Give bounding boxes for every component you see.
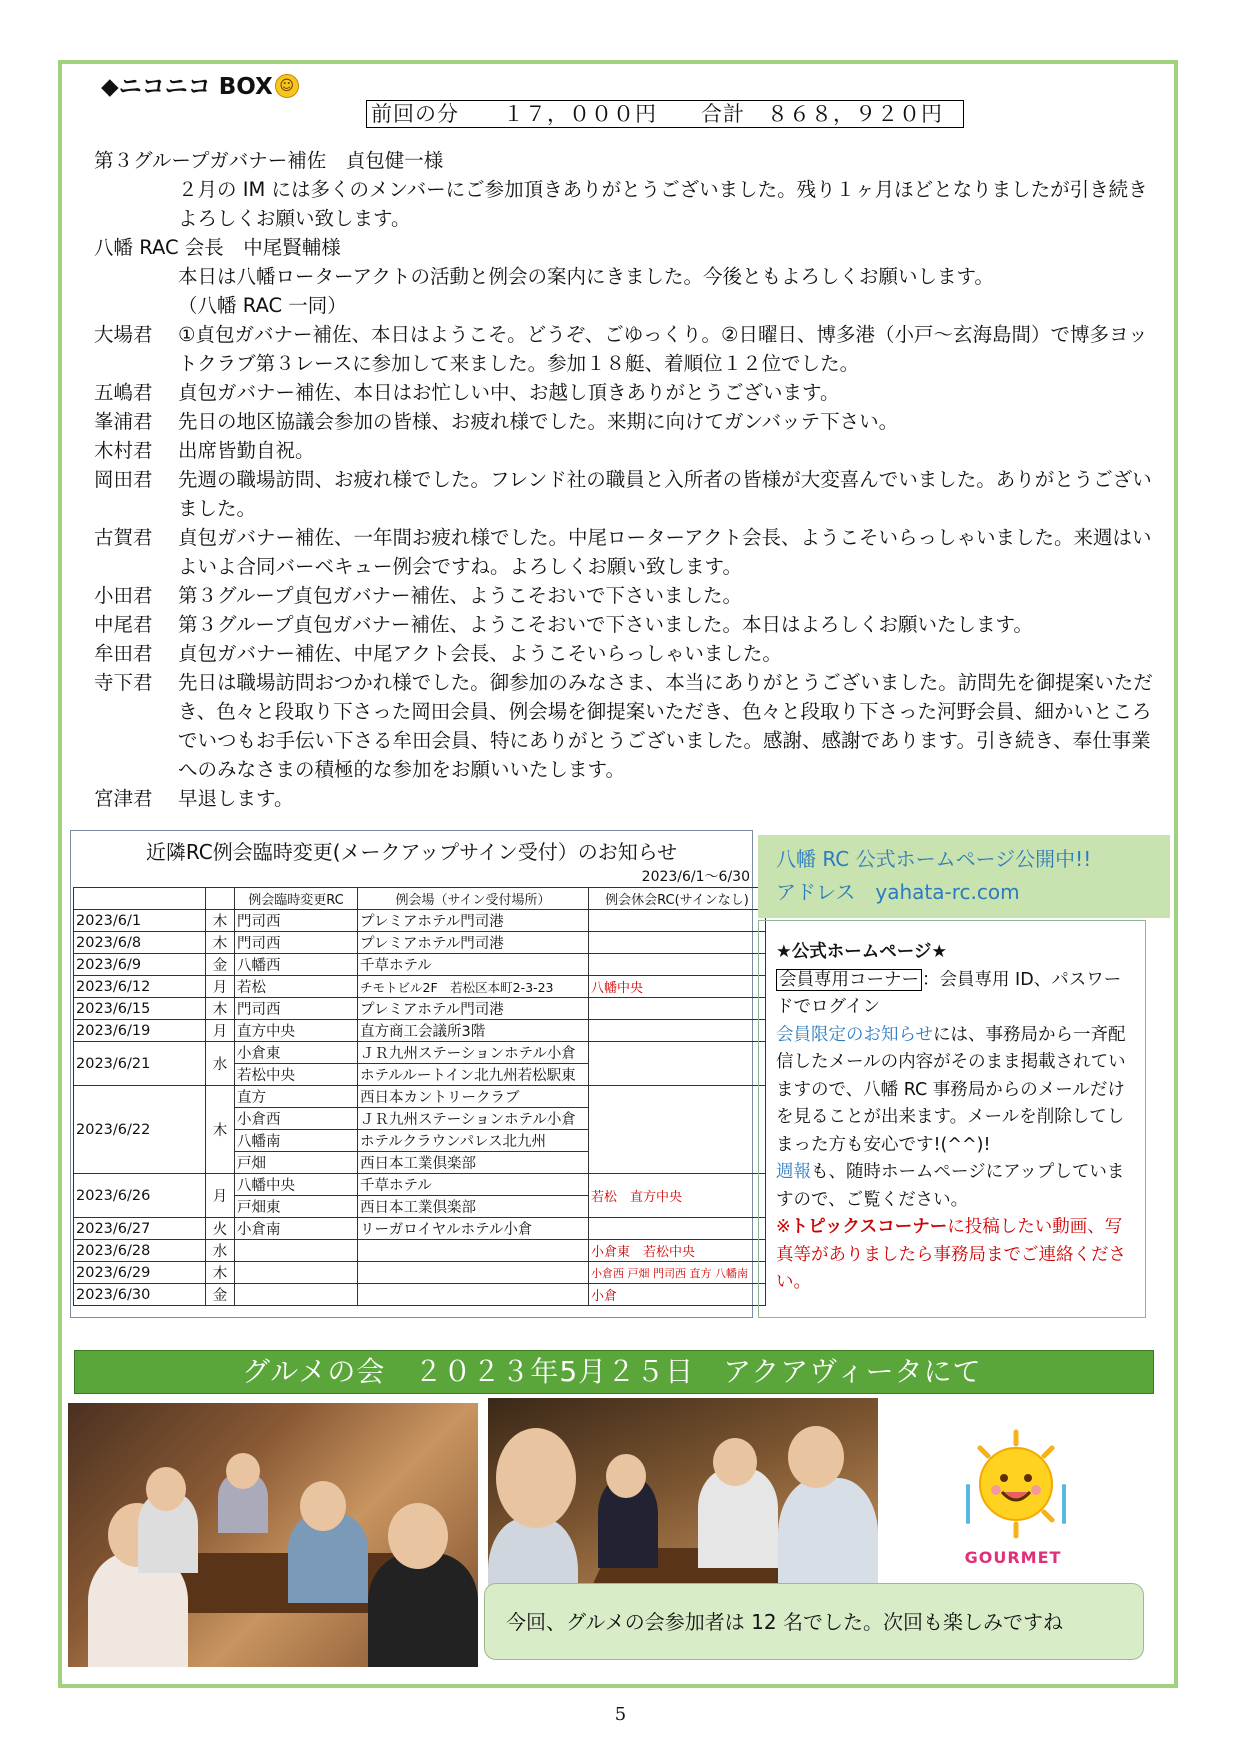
homepage-title: 八幡 RC 公式ホームページ公開中!!: [776, 847, 1092, 871]
weekly-text: も、随時ホームページにアップしていますので、ご覧ください。: [776, 1162, 1125, 1210]
table-row: [74, 1174, 766, 1196]
gourmet-logo-text: GOURMET: [964, 1548, 1062, 1567]
members-corner-text: ：会員専用 ID、パスワードでログイン: [776, 969, 1122, 1017]
cell-dow: 金: [206, 1284, 235, 1306]
cell-rc: 門司西: [235, 932, 358, 954]
table-row: [74, 1284, 766, 1306]
message-text: 第３グループ貞包ガバナー補佐、ようこそおいで下さいました。本日はよろしくお願いたします。: [178, 613, 1033, 636]
cell-closed: [589, 910, 766, 932]
guest-text: ２月の IM には多くのメンバーにご参加頂きありがとうございました。残り１ヶ月ほどとなりましたが引き続きよろしくお願い致します。: [178, 178, 1148, 230]
gourmet-caption: 今回、グルメの会参加者は 12 名でした。次回も楽しみですね: [484, 1583, 1144, 1660]
niko-message: [94, 465, 1164, 523]
member-name: 宮津君: [94, 787, 153, 810]
cell-closed: 八幡中央: [589, 976, 766, 998]
cell-closed: [589, 932, 766, 954]
makeup-title: 近隣RC例会臨時変更(メークアップサイン受付）のお知らせ: [145, 840, 678, 864]
cell-rc: 小倉東: [235, 1042, 358, 1064]
cell-date: 2023/6/1: [74, 910, 206, 932]
cell-venue: ＪＲ九州ステーションホテル小倉: [358, 1108, 589, 1130]
cell-rc: [235, 1240, 358, 1262]
table-row: [74, 1218, 766, 1240]
cell-dow: 月: [206, 976, 235, 998]
header-closed: 例会休会RC(サインなし): [589, 888, 766, 910]
guest-message: [94, 262, 1164, 291]
info-weekly: [776, 1159, 1129, 1214]
niko-entries: [94, 146, 1164, 813]
niko-message: [94, 668, 1164, 784]
info-topics: [776, 1214, 1129, 1297]
cell-dow: 水: [206, 1240, 235, 1262]
cell-date: 2023/6/12: [74, 976, 206, 998]
message-text: 先日の地区協議会参加の皆様、お疲れ様でした。来期に向けてガンバッテ下さい。: [178, 410, 899, 433]
niko-message: [94, 320, 1164, 378]
cell-dow: 木: [206, 1262, 235, 1284]
cell-dow: 木: [206, 932, 235, 954]
cell-date: 2023/6/9: [74, 954, 206, 976]
niko-message: [94, 581, 1164, 610]
cell-venue: [358, 1240, 589, 1262]
cell-dow: 火: [206, 1218, 235, 1240]
table-row: [74, 998, 766, 1020]
niko-message: [94, 523, 1164, 581]
info-heading: ★公式ホームページ★: [776, 942, 948, 962]
table-row: [74, 1086, 766, 1108]
cell-venue: [358, 1262, 589, 1284]
message-text: 先日は職場訪問おつかれ様でした。御参加のみなさま、本当にありがとうございました。訪問先を御提案いただき、色々と段取り下さった岡田会員、例会場を御提案いただき、色々と段取り下さった河野会員、細かいところでいつもお手伝い下さる牟田会員、特にありがとうございました。感謝、感謝であります。引き続き、奉仕事業へのみなさまの積極的な参加をお願いいたします。: [178, 671, 1153, 781]
message-text: ①貞包ガバナー補佐、本日はようこそ。どうぞ、ごゆっくり。②日曜日、博多港（小戸～玄海島間）で博多ヨットクラブ第３レースに参加して来ました。参加１８艇、着順位１２位でした。: [178, 323, 1148, 375]
gourmet-banner: グルメの会 ２０２３年5月２５日 アクアヴィータにて: [74, 1350, 1154, 1394]
cell-rc: 門司西: [235, 998, 358, 1020]
member-name: 古賀君: [94, 526, 153, 549]
cell-date: 2023/6/30: [74, 1284, 206, 1306]
guest-heading: [94, 233, 1164, 262]
cell-venue: リーガロイヤルホテル小倉: [358, 1218, 589, 1240]
header-venue: 例会場（サイン受付場所）: [358, 888, 589, 910]
cell-rc: 八幡中央: [235, 1174, 358, 1196]
cell-closed: [589, 1086, 766, 1174]
member-name: 小田君: [94, 584, 153, 607]
guest-name: 第３グループガバナー補佐 貞包健一様: [94, 149, 444, 172]
cell-rc: [235, 1262, 358, 1284]
cell-venue: プレミアホテル門司港: [358, 910, 589, 932]
table-row: [74, 910, 766, 932]
cell-rc: 戸畑東: [235, 1196, 358, 1218]
message-text: 貞包ガバナー補佐、一年間お疲れ様でした。中尾ローターアクト会長、ようこそいらっしゃいました。来週はいよいよ合同バーベキュー例会ですね。よろしくお願い致します。: [178, 526, 1152, 578]
cell-rc: 八幡南: [235, 1130, 358, 1152]
niko-message: [94, 436, 1164, 465]
info-members: [776, 967, 1129, 1022]
cell-rc: 小倉南: [235, 1218, 358, 1240]
message-text: 早退します。: [178, 787, 294, 810]
topics-label: トピックスコーナー: [790, 1217, 948, 1237]
member-name: 峯浦君: [94, 410, 153, 433]
cell-rc: 若松中央: [235, 1064, 358, 1086]
cell-venue: チモトビル2F 若松区本町2-3-23: [358, 976, 589, 998]
cell-dow: 月: [206, 1174, 235, 1218]
cell-venue: プレミアホテル門司港: [358, 932, 589, 954]
cell-date: 2023/6/19: [74, 1020, 206, 1042]
notice-text: には、事務局から一斉配信したメールの内容がそのまま掲載されていますので、八幡 RC 事務局からのメールだけを見ることが出来ます。メールを削除してしまった方も安心です!(^^)!: [776, 1024, 1126, 1155]
table-row: [74, 1042, 766, 1064]
cell-dow: 木: [206, 910, 235, 932]
guest-message: [94, 175, 1164, 233]
cell-venue: ホテルクラウンパレス北九州: [358, 1130, 589, 1152]
cell-date: 2023/6/15: [74, 998, 206, 1020]
cell-rc: 戸畑: [235, 1152, 358, 1174]
cell-rc: 若松: [235, 976, 358, 998]
guest-text: （八幡 RAC 一同）: [178, 294, 347, 317]
cell-dow: 水: [206, 1042, 235, 1086]
cell-dow: 木: [206, 1086, 235, 1174]
smile-icon: ☺: [275, 74, 299, 98]
cell-venue: 西日本工業倶楽部: [358, 1152, 589, 1174]
table-row: [74, 932, 766, 954]
guest-name: 八幡 RAC 会長 中尾賢輔様: [94, 236, 341, 259]
cell-closed: [589, 1042, 766, 1086]
cell-date: 2023/6/26: [74, 1174, 206, 1218]
cell-dow: 木: [206, 998, 235, 1020]
cell-rc: 直方: [235, 1086, 358, 1108]
cell-venue: 西日本カントリークラブ: [358, 1086, 589, 1108]
guest-text: 本日は八幡ローターアクトの活動と例会の案内にきました。今後ともよろしくお願いします。: [178, 265, 994, 288]
topics-prefix: ※: [776, 1217, 791, 1237]
cell-rc: 八幡西: [235, 954, 358, 976]
cell-closed: [589, 1218, 766, 1240]
page-number: 5: [614, 1704, 627, 1725]
cell-date: 2023/6/21: [74, 1042, 206, 1086]
homepage-info-box: [758, 920, 1146, 1318]
info-notice: [776, 1022, 1129, 1160]
cell-date: 2023/6/22: [74, 1086, 206, 1174]
table-row: [74, 976, 766, 998]
cell-dow: 金: [206, 954, 235, 976]
message-text: 貞包ガバナー補佐、中尾アクト会長、ようこそいらっしゃいました。: [178, 642, 782, 665]
member-name: 岡田君: [94, 468, 153, 491]
niko-box-title: ◆ニコニコ BOX ☺: [101, 68, 299, 101]
topics-text: に投稿したい動画、写真等がありましたら事務局までご連絡ください。: [776, 1217, 1126, 1292]
cell-venue: プレミアホテル門司港: [358, 998, 589, 1020]
cell-venue: ＪＲ九州ステーションホテル小倉: [358, 1042, 589, 1064]
niko-message: [94, 378, 1164, 407]
cell-date: 2023/6/8: [74, 932, 206, 954]
niko-message: [94, 407, 1164, 436]
message-text: 貞包ガバナー補佐、本日はお忙しい中、お越し頂きありがとうございます。: [178, 381, 840, 404]
cell-date: 2023/6/28: [74, 1240, 206, 1262]
member-name: 木村君: [94, 439, 153, 462]
makeup-table: [73, 887, 766, 1306]
cell-date: 2023/6/29: [74, 1262, 206, 1284]
message-text: 先週の職場訪問、お疲れ様でした。フレンド社の職員と入所者の皆様が大変喜んでいました。ありがとうございました。: [178, 468, 1152, 520]
cell-rc: 直方中央: [235, 1020, 358, 1042]
message-text: 第３グループ貞包ガバナー補佐、ようこそおいで下さいました。: [178, 584, 742, 607]
cell-closed: 若松 直方中央: [589, 1174, 766, 1218]
message-text: 出席皆勤自祝。: [178, 439, 315, 462]
header-dow: [206, 888, 235, 910]
cell-venue: ホテルルートイン北九州若松駅東: [358, 1064, 589, 1086]
cell-closed: [589, 1020, 766, 1042]
table-row: [74, 954, 766, 976]
gourmet-sun-icon: [960, 1428, 1072, 1540]
cell-rc: 門司西: [235, 910, 358, 932]
cell-venue: 千草ホテル: [358, 954, 589, 976]
weekly-label: 週報: [776, 1162, 811, 1182]
niko-message: [94, 610, 1164, 639]
cell-venue: 直方商工会議所3階: [358, 1020, 589, 1042]
gourmet-photo-group: [68, 1403, 478, 1667]
guest-heading: [94, 146, 1164, 175]
cell-date: 2023/6/27: [74, 1218, 206, 1240]
table-row: [74, 1240, 766, 1262]
member-name: 中尾君: [94, 613, 153, 636]
guest-message: [94, 291, 1164, 320]
cell-closed: 小倉西 戸畑 門司西 直方 八幡南: [589, 1262, 766, 1284]
homepage-banner: [758, 835, 1170, 918]
member-name: 五嶋君: [94, 381, 153, 404]
cell-closed: [589, 998, 766, 1020]
cell-venue: 千草ホテル: [358, 1174, 589, 1196]
member-name: 大場君: [94, 323, 153, 346]
header-date: [74, 888, 206, 910]
cell-closed: [589, 954, 766, 976]
cell-venue: [358, 1284, 589, 1306]
member-name: 寺下君: [94, 671, 153, 694]
cell-rc: [235, 1284, 358, 1306]
members-corner-label: 会員専用コーナー: [776, 969, 922, 991]
table-row: [74, 1020, 766, 1042]
cell-rc: 小倉西: [235, 1108, 358, 1130]
member-name: 牟田君: [94, 642, 153, 665]
cell-venue: 西日本工業倶楽部: [358, 1196, 589, 1218]
niko-total-box: 前回の分 １７，０００円 合計 ８６８，９２０円: [366, 100, 964, 128]
header-rc: 例会臨時変更RC: [235, 888, 358, 910]
cell-dow: 月: [206, 1020, 235, 1042]
notice-label: 会員限定のお知らせ: [776, 1024, 933, 1045]
niko-message: [94, 639, 1164, 668]
makeup-period: 2023/6/1～6/30: [641, 869, 750, 885]
table-row: [74, 1262, 766, 1284]
cell-closed: 小倉東 若松中央: [589, 1240, 766, 1262]
niko-message: [94, 784, 1164, 813]
cell-closed: 小倉: [589, 1284, 766, 1306]
homepage-address[interactable]: アドレス yahata-rc.com: [776, 880, 1020, 904]
